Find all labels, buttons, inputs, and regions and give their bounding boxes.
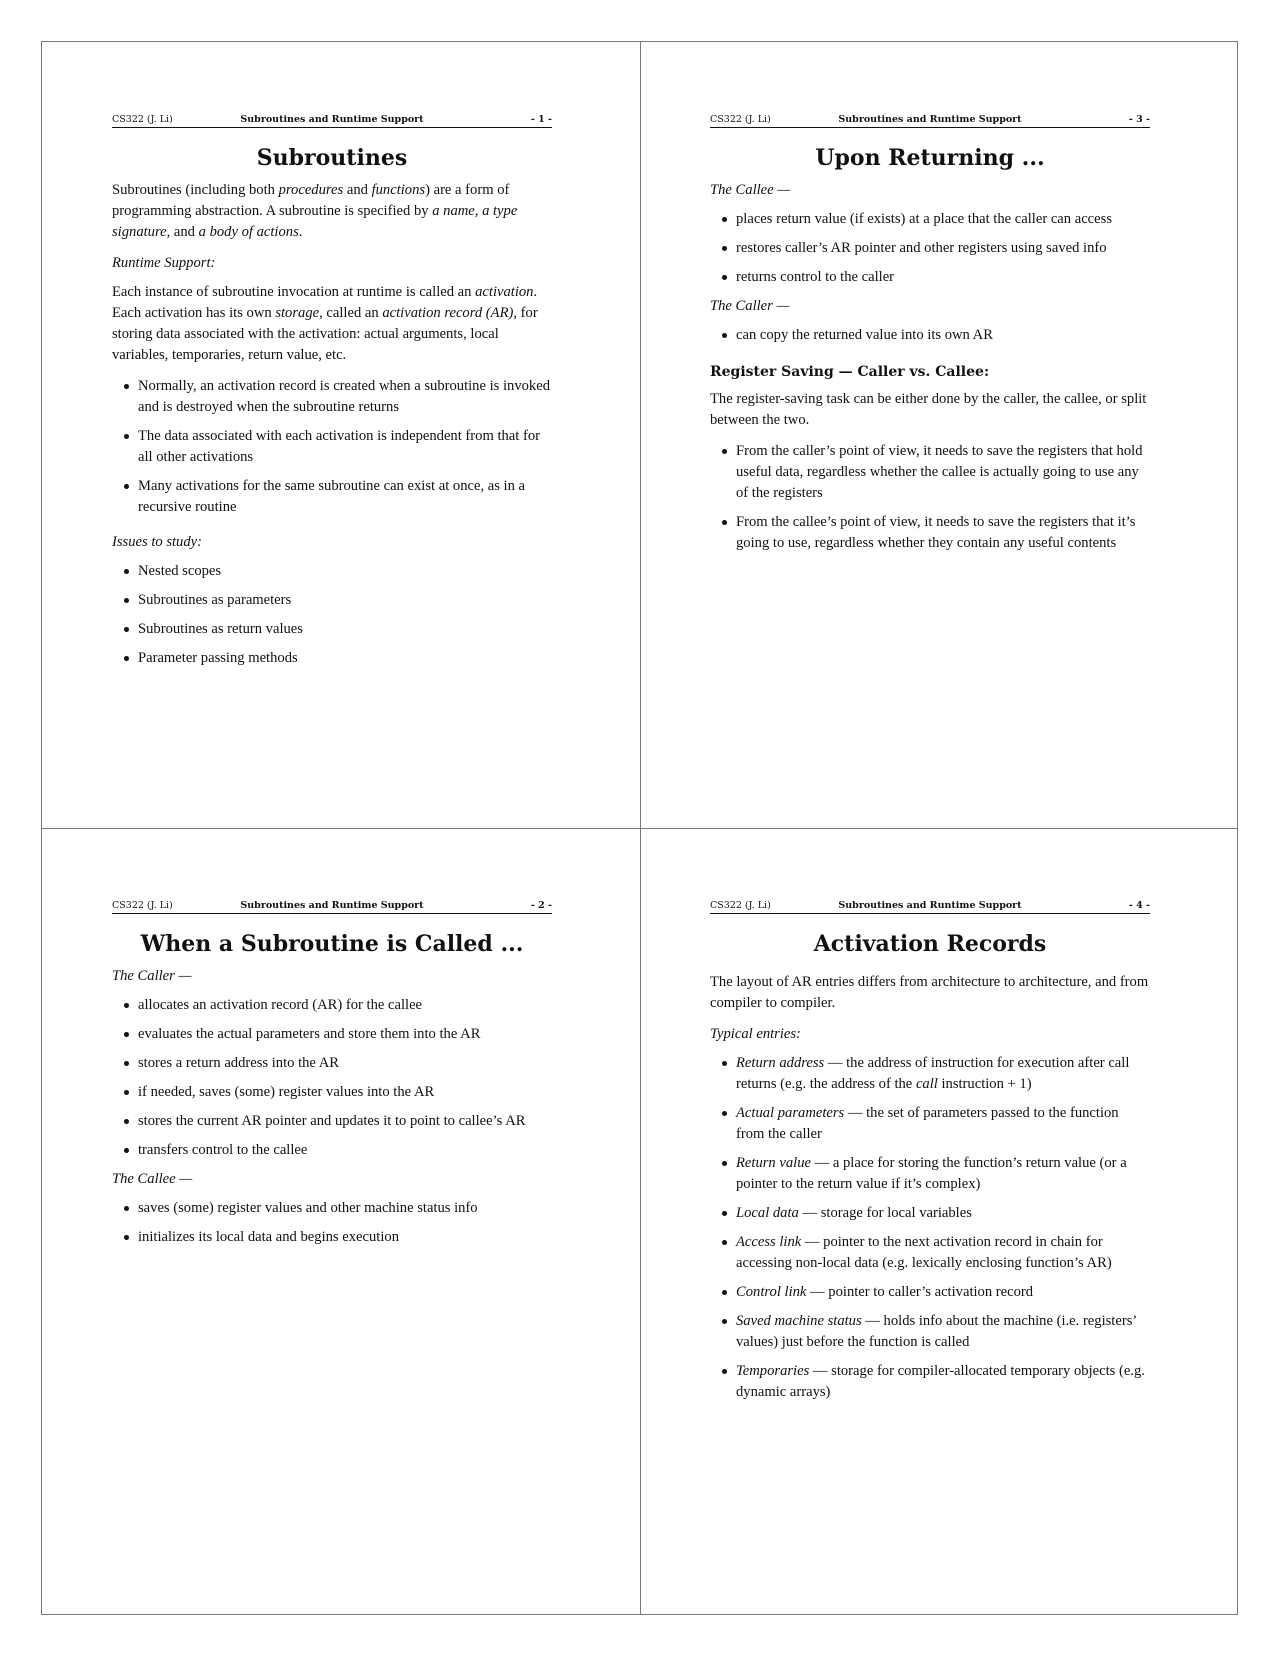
list-item: transfers control to the callee xyxy=(112,1140,552,1161)
header-topic: Subroutines and Runtime Support xyxy=(240,114,424,125)
handout-sheet xyxy=(41,41,1238,1615)
list-item: evaluates the actual parameters and store them into the AR xyxy=(112,1024,552,1045)
list-item: stores a return address into the AR xyxy=(112,1053,552,1074)
list-item: allocates an activation record (AR) for the callee xyxy=(112,995,552,1016)
intro-paragraph: The layout of AR entries differs from architecture to architecture, and from compiler to compiler. xyxy=(710,974,1149,1011)
slide-1 xyxy=(112,114,552,677)
slide-title: Subroutines xyxy=(256,145,408,171)
slide-4 xyxy=(710,900,1150,1411)
header-course: CS322 (J. Li) xyxy=(112,900,173,911)
slide-title: Activation Records xyxy=(813,931,1047,957)
runtime-support-heading: Runtime Support: xyxy=(112,255,216,271)
horizontal-divider xyxy=(42,828,1237,829)
caller-heading: The Caller — xyxy=(112,968,192,984)
header-course: CS322 (J. Li) xyxy=(710,114,771,125)
slide-header xyxy=(710,114,1150,128)
list-item: Subroutines as return values xyxy=(112,619,552,640)
list-item: Temporaries — storage for compiler-allocated temporary objects (e.g. dynamic arrays) xyxy=(710,1361,1150,1403)
caller-list xyxy=(710,325,1150,346)
header-topic: Subroutines and Runtime Support xyxy=(240,900,424,911)
runtime-bullet-list xyxy=(112,376,552,518)
list-item: returns control to the caller xyxy=(710,267,1150,288)
header-page-number: - 3 - xyxy=(1128,114,1150,125)
header-course: CS322 (J. Li) xyxy=(112,114,173,125)
list-item: Subroutines as parameters xyxy=(112,590,552,611)
intro-paragraph: Subroutines (including both procedures and functions) are a form of programming abstraction. A subroutine is specified by a name, a type signature, and a body of actions. xyxy=(112,182,518,240)
list-item: Actual parameters — the set of parameters passed to the function from the caller xyxy=(710,1103,1150,1145)
list-item: From the callee’s point of view, it needs to save the registers that it’s going to use, regardless whether they contain any useful contents xyxy=(710,512,1150,554)
slide-2 xyxy=(112,900,552,1256)
list-item: From the caller’s point of view, it needs to save the registers that hold useful data, regardless whether the callee is actually going to use any of the registers xyxy=(710,441,1150,504)
list-item: Nested scopes xyxy=(112,561,552,582)
list-item: Normally, an activation record is created when a subroutine is invoked and is destroyed when the subroutine returns xyxy=(112,376,552,418)
callee-heading: The Callee — xyxy=(710,182,791,198)
list-item: stores the current AR pointer and updates it to point to callee’s AR xyxy=(112,1111,552,1132)
list-item: restores caller’s AR pointer and other registers using saved info xyxy=(710,238,1150,259)
list-item: if needed, saves (some) register values into the AR xyxy=(112,1082,552,1103)
register-saving-list xyxy=(710,441,1150,554)
list-item: places return value (if exists) at a place that the caller can access xyxy=(710,209,1150,230)
runtime-paragraph: Each instance of subroutine invocation at runtime is called an activation. Each activation has its own storage, called an activation record (AR), for storing data associated with the activation: actual arguments, local variables, temporaries, return value, etc. xyxy=(112,284,538,363)
list-item: Return value — a place for storing the function’s return value (or a pointer to the return value if it’s complex) xyxy=(710,1153,1150,1195)
issues-list xyxy=(112,561,552,669)
header-page-number: - 1 - xyxy=(530,114,552,125)
header-page-number: - 2 - xyxy=(530,900,552,911)
slide-3 xyxy=(710,114,1150,562)
list-item: initializes its local data and begins execution xyxy=(112,1227,552,1248)
list-item: Many activations for the same subroutine can exist at once, as in a recursive routine xyxy=(112,476,552,518)
slide-header xyxy=(112,900,552,914)
slide-title: Upon Returning ... xyxy=(815,145,1045,171)
register-saving-heading: Register Saving — Caller vs. Callee: xyxy=(710,364,990,380)
register-saving-paragraph: The register-saving task can be either done by the caller, the callee, or split between the two. xyxy=(710,391,1147,428)
list-item: Saved machine status — holds info about the machine (i.e. registers’ values) just before the function is called xyxy=(710,1311,1150,1353)
callee-heading: The Callee — xyxy=(112,1171,193,1187)
header-page-number: - 4 - xyxy=(1128,900,1150,911)
list-item: Access link — pointer to the next activation record in chain for accessing non-local data (e.g. lexically enclosing function’s AR) xyxy=(710,1232,1150,1274)
header-course: CS322 (J. Li) xyxy=(710,900,771,911)
caller-list xyxy=(112,995,552,1161)
ar-entries-list xyxy=(710,1053,1150,1403)
header-topic: Subroutines and Runtime Support xyxy=(838,114,1022,125)
list-item: Local data — storage for local variables xyxy=(710,1203,1150,1224)
callee-list xyxy=(710,209,1150,288)
list-item: can copy the returned value into its own AR xyxy=(710,325,1150,346)
caller-heading: The Caller — xyxy=(710,298,790,314)
slide-title: When a Subroutine is Called ... xyxy=(140,931,524,957)
list-item: Return address — the address of instruction for execution after call returns (e.g. the address of the call instruction + 1) xyxy=(710,1053,1150,1095)
header-topic: Subroutines and Runtime Support xyxy=(838,900,1022,911)
list-item: Parameter passing methods xyxy=(112,648,552,669)
typical-entries-heading: Typical entries: xyxy=(710,1026,801,1042)
slide-header xyxy=(112,114,552,128)
issues-heading: Issues to study: xyxy=(112,534,202,550)
list-item: Control link — pointer to caller’s activation record xyxy=(710,1282,1150,1303)
slide-header xyxy=(710,900,1150,914)
callee-list xyxy=(112,1198,552,1248)
list-item: saves (some) register values and other machine status info xyxy=(112,1198,552,1219)
list-item: The data associated with each activation is independent from that for all other activations xyxy=(112,426,552,468)
